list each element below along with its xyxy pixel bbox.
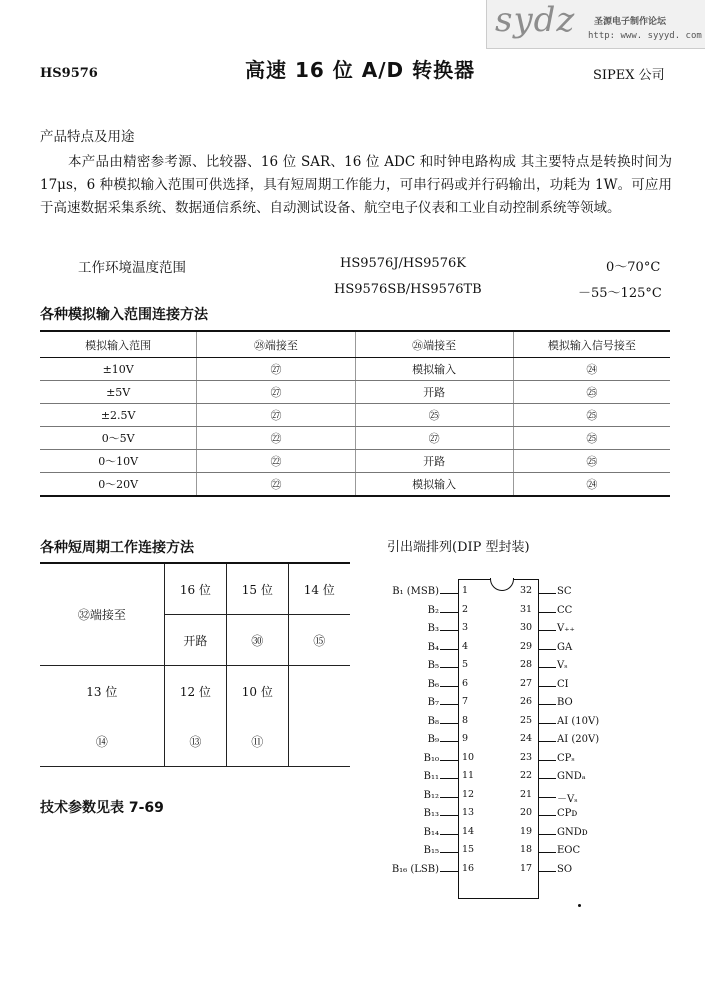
- pin-lead: [440, 667, 458, 668]
- pin-name: B₁ (MSB): [392, 586, 439, 597]
- pin-number: 24: [520, 733, 533, 744]
- pin-number: 2: [462, 603, 469, 615]
- pin-name: B₆: [427, 678, 439, 690]
- pin-name: CPₛ: [557, 752, 575, 764]
- pin-name: －Vₛ: [557, 793, 578, 805]
- pin-name: GNDᴅ: [557, 826, 588, 838]
- pin-name: GA: [557, 641, 573, 653]
- pin-left-11: [370, 768, 475, 786]
- table-cell: 开路: [164, 615, 226, 666]
- column-header: ㉘端接至: [197, 331, 355, 358]
- pin-right-30: [520, 620, 640, 638]
- pin-number: 1: [462, 585, 469, 596]
- pin-right-19: [520, 824, 640, 842]
- table-row: [40, 473, 670, 497]
- pin-name: V₊₊: [557, 623, 575, 634]
- table-cell: ±2.5V: [40, 404, 197, 427]
- table-cell: ㉔: [513, 473, 670, 497]
- pin-lead: [539, 704, 556, 705]
- table-cell: ⑮: [288, 615, 350, 666]
- table-row: [40, 450, 670, 473]
- pin-name: B₇: [427, 697, 439, 708]
- table-cell: 15 位: [227, 563, 288, 615]
- pin-lead: [440, 760, 458, 761]
- pinout-heading: 引出端排列(DIP 型封装): [387, 540, 530, 555]
- pin-name: B₂: [427, 604, 439, 616]
- pin-left-3: [370, 620, 469, 638]
- features-heading: 产品特点及用途: [40, 129, 135, 145]
- pin-left-2: [370, 602, 469, 620]
- table-row: [40, 666, 350, 717]
- table-cell: ㉗: [197, 358, 355, 381]
- pin-lead: [539, 760, 556, 761]
- pin-lead: [440, 649, 458, 650]
- pin-name: EOC: [557, 845, 581, 856]
- pin-right-32: [520, 583, 640, 601]
- pin-left-12: [370, 787, 475, 805]
- pin-number: 27: [520, 677, 533, 689]
- pin-number: 26: [520, 696, 533, 707]
- pin-lead: [440, 852, 458, 853]
- column-header: 模拟输入范围: [40, 331, 197, 358]
- table-cell: [288, 666, 350, 717]
- temp-models-1: HS9576J/HS9576K: [340, 256, 466, 271]
- pin-left-6: [370, 676, 469, 694]
- pin-right-23: [520, 750, 640, 768]
- table-cell: ⑪: [227, 716, 288, 767]
- pin-name: B₁₀: [423, 752, 439, 764]
- pin-name: B₁₃: [423, 808, 439, 819]
- bullet-dot: [578, 904, 581, 907]
- pin-right-20: [520, 805, 640, 823]
- pin-right-26: [520, 694, 640, 712]
- temp-range-2: －55～125°C: [578, 286, 662, 301]
- pin-lead: [539, 723, 556, 724]
- pin-number: 14: [462, 825, 475, 837]
- pin-left-16: [370, 861, 475, 879]
- pin-right-21: [520, 787, 640, 805]
- pin-number: 7: [462, 696, 469, 707]
- pin-number: 5: [462, 659, 469, 670]
- pin-left-7: [370, 694, 469, 712]
- pin-lead: [440, 871, 458, 872]
- pin-right-27: [520, 676, 640, 694]
- pin-left-8: [370, 713, 469, 731]
- pin-right-22: [520, 768, 640, 786]
- table-row: [40, 358, 670, 381]
- table-row: [40, 716, 350, 767]
- table-cell: ㉗: [197, 381, 355, 404]
- table-cell: ㉜端接至: [40, 563, 164, 666]
- pin-name: AI (10V): [557, 715, 600, 727]
- pin-lead: [539, 797, 556, 798]
- pin-number: 13: [462, 807, 475, 818]
- table-row: [40, 427, 670, 450]
- pin-lead: [539, 593, 556, 594]
- pin-name: B₁₂: [423, 789, 439, 801]
- pin-name: AI (20V): [557, 734, 600, 745]
- pin-number: 20: [520, 807, 533, 818]
- pin-lead: [539, 649, 556, 650]
- pin-number: 9: [462, 733, 469, 744]
- pin-number: 31: [520, 603, 533, 615]
- pin-right-29: [520, 639, 640, 657]
- model-number: HS9576: [40, 66, 98, 81]
- pin-right-24: [520, 731, 640, 749]
- table-cell: ㉒: [197, 427, 355, 450]
- pin-left-14: [370, 824, 475, 842]
- table-cell: 16 位: [164, 563, 226, 615]
- pin-lead: [539, 871, 556, 872]
- pin-lead: [440, 630, 458, 631]
- features-paragraph: 本产品由精密参考源、比较器、16 位 SAR、16 位 ADC 和时钟电路构成 其主要特点是转换时间为 17μs，6 种模拟输入范围可供选择，具有短周期工作能力，可串行码或并行码输出，功耗为 1W。可应用于高速数据采集系统、数据通信系统、自动测试设备、航空电子仪表和工业自动控制系统等领域。: [40, 154, 672, 216]
- pin-number: 18: [520, 844, 533, 855]
- table-cell: 14 位: [288, 563, 350, 615]
- pin-lead: [539, 815, 556, 816]
- table-cell: ㉗: [355, 427, 513, 450]
- pin-lead: [539, 852, 556, 853]
- pin-left-1: [370, 583, 469, 601]
- pin-number: 8: [462, 714, 469, 726]
- pin-lead: [440, 834, 458, 835]
- table-cell: 开路: [355, 381, 513, 404]
- pin-number: 23: [520, 751, 533, 763]
- page-title: 高速 16 位 A/D 转换器: [245, 58, 476, 82]
- pin-number: 32: [520, 585, 533, 596]
- pin-name: B₁₆ (LSB): [391, 863, 439, 875]
- pin-number: 10: [462, 751, 475, 763]
- table-cell: 0～20V: [40, 473, 197, 497]
- pin-number: 3: [462, 622, 469, 633]
- pin-number: 16: [462, 862, 475, 874]
- pin-lead: [440, 741, 458, 742]
- table-cell: ㉒: [197, 450, 355, 473]
- table-cell: ㉚: [227, 615, 288, 666]
- pin-left-15: [370, 842, 475, 860]
- table-cell: 0～5V: [40, 427, 197, 450]
- table-row: [40, 563, 350, 615]
- table-cell: 13 位: [40, 666, 164, 717]
- pin-number: 22: [520, 770, 533, 781]
- pin-lead: [539, 686, 556, 687]
- pin-name: BO: [557, 697, 573, 708]
- pin-number: 17: [520, 862, 533, 874]
- pin-right-28: [520, 657, 640, 675]
- pin-name: Vₛ: [557, 660, 568, 671]
- pin-right-31: [520, 602, 640, 620]
- pin-name: B₁₁: [423, 771, 439, 782]
- table-cell: ㉒: [197, 473, 355, 497]
- pin-name: B₈: [427, 715, 439, 727]
- table-cell: 开路: [355, 450, 513, 473]
- pin-name: CC: [557, 604, 573, 616]
- temp-models-2: HS9576SB/HS9576TB: [334, 282, 482, 297]
- pin-lead: [539, 612, 556, 613]
- pin-lead: [440, 704, 458, 705]
- column-header: ㉖端接至: [355, 331, 513, 358]
- pin-lead: [440, 723, 458, 724]
- pin-number: 21: [520, 788, 533, 800]
- footer-note: 技术参数见表 7-69: [40, 800, 164, 816]
- pin-name: B₃: [427, 623, 439, 634]
- pin-name: SC: [557, 586, 572, 597]
- pin-left-10: [370, 750, 475, 768]
- pin-number: 29: [520, 640, 533, 652]
- pin-number: 6: [462, 677, 469, 689]
- pin-left-13: [370, 805, 475, 823]
- pin-number: 4: [462, 640, 469, 652]
- manufacturer: SIPEX 公司: [593, 68, 665, 83]
- pin-number: 12: [462, 788, 475, 800]
- pin-right-17: [520, 861, 640, 879]
- table-cell: ㉔: [513, 358, 670, 381]
- watermark-site-name: 圣源电子制作论坛: [594, 17, 667, 27]
- watermark-url: http: www. syyyd. com: [588, 31, 702, 41]
- pin-lead: [440, 778, 458, 779]
- table-cell: ±10V: [40, 358, 197, 381]
- pin-number: 11: [462, 770, 475, 781]
- pin-number: 28: [520, 659, 533, 670]
- table-cell: ㉕: [513, 427, 670, 450]
- ic-notch: [490, 567, 514, 591]
- watermark-logo: sydz: [495, 0, 576, 40]
- pin-name: B₉: [427, 734, 439, 745]
- pin-name: B₅: [427, 660, 439, 671]
- table-row: [40, 404, 670, 427]
- pin-left-4: [370, 639, 469, 657]
- table-cell: ㉕: [513, 404, 670, 427]
- pin-left-5: [370, 657, 469, 675]
- table-cell: [288, 716, 350, 767]
- pin-number: 25: [520, 714, 533, 726]
- pin-right-25: [520, 713, 640, 731]
- pin-lead: [539, 667, 556, 668]
- pin-number: 30: [520, 622, 533, 633]
- table-row: [40, 381, 670, 404]
- pin-lead: [539, 741, 556, 742]
- table-cell: ㉕: [513, 450, 670, 473]
- pin-lead: [440, 612, 458, 613]
- table-cell: 模拟输入: [355, 358, 513, 381]
- pin-name: B₄: [427, 641, 439, 653]
- pin-lead: [440, 797, 458, 798]
- table-header-row: [40, 331, 670, 358]
- pin-name: B₁₅: [423, 845, 439, 856]
- short-cycle-table: [40, 562, 350, 767]
- pin-lead: [440, 593, 458, 594]
- temp-range-1: 0～70°C: [606, 260, 661, 275]
- input-range-table: [40, 330, 670, 497]
- table-cell: ㉗: [197, 404, 355, 427]
- table-cell: 12 位: [164, 666, 226, 717]
- table-cell: ㉕: [513, 381, 670, 404]
- range-table-heading: 各种模拟输入范围连接方法: [40, 307, 208, 323]
- table-cell: 模拟输入: [355, 473, 513, 497]
- pin-number: 19: [520, 825, 533, 837]
- pin-name: SO: [557, 863, 573, 875]
- table-cell: ⑬: [164, 716, 226, 767]
- pin-name: CI: [557, 678, 569, 690]
- pin-name: CPᴅ: [557, 808, 578, 819]
- table-cell: 10 位: [227, 666, 288, 717]
- short-cycle-heading: 各种短周期工作连接方法: [40, 540, 194, 556]
- table-cell: 0～10V: [40, 450, 197, 473]
- table-cell: ±5V: [40, 381, 197, 404]
- column-header: 模拟输入信号接至: [513, 331, 670, 358]
- pin-right-18: [520, 842, 640, 860]
- pin-left-9: [370, 731, 469, 749]
- watermark: [486, 0, 705, 49]
- pin-lead: [440, 686, 458, 687]
- temp-range-label: 工作环境温度范围: [78, 260, 186, 276]
- pin-name: B₁₄: [423, 826, 439, 838]
- pin-lead: [539, 834, 556, 835]
- table-cell: ㉕: [355, 404, 513, 427]
- pin-lead: [539, 778, 556, 779]
- pin-lead: [539, 630, 556, 631]
- pin-name: GNDₐ: [557, 771, 586, 782]
- pin-lead: [440, 815, 458, 816]
- pin-number: 15: [462, 844, 475, 855]
- table-cell: ⑭: [40, 716, 164, 767]
